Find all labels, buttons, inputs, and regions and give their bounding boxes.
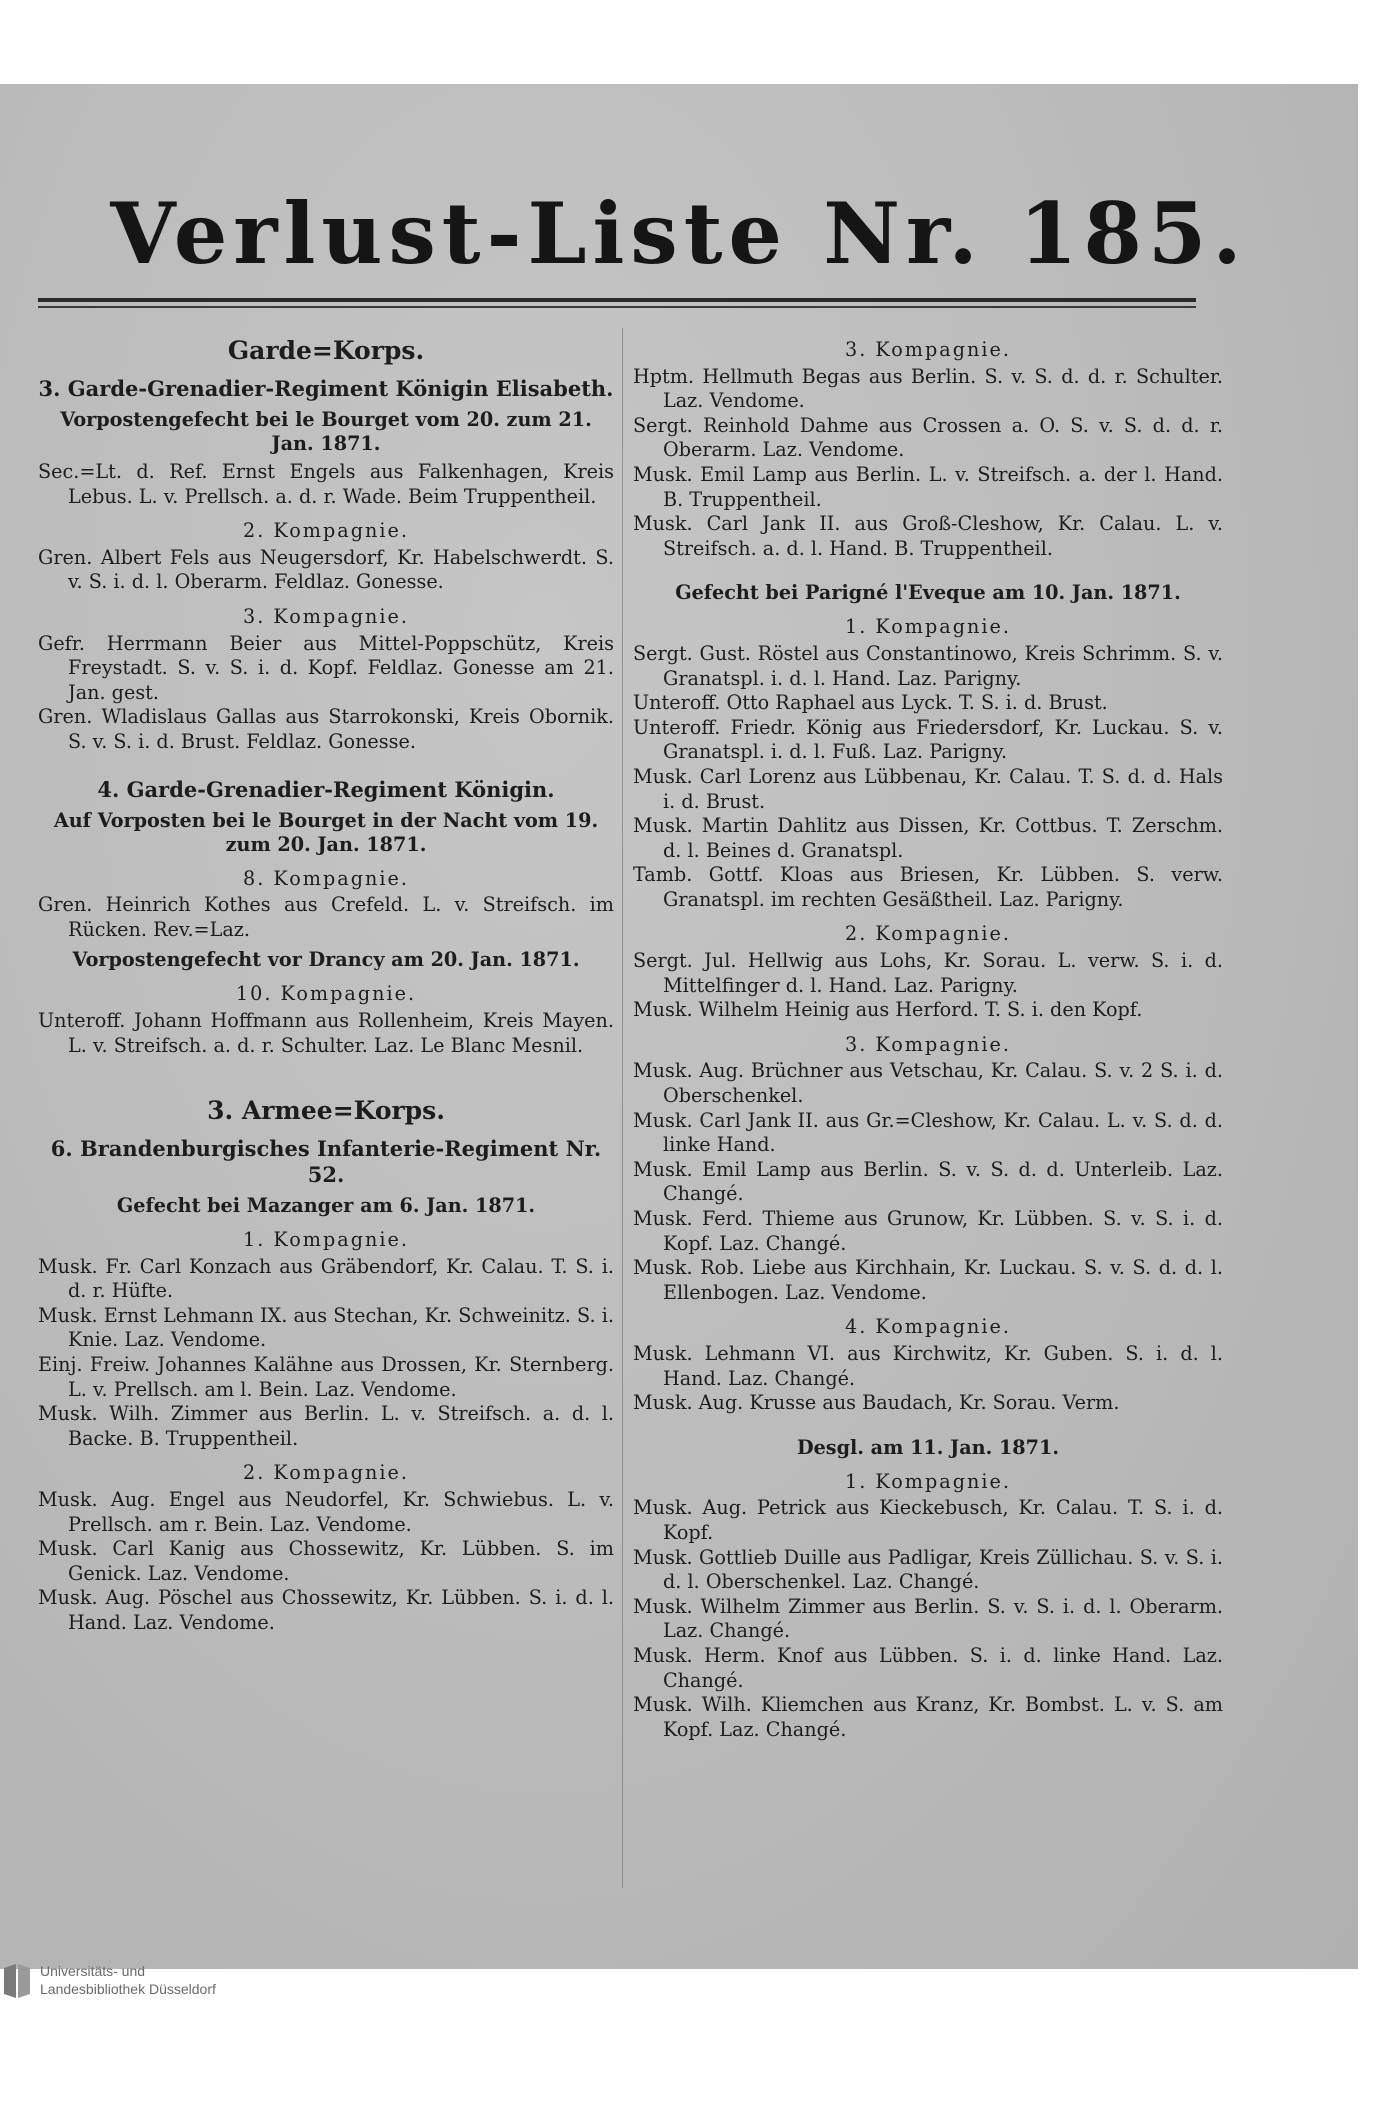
casualty-entry: Musk. Ferd. Thieme aus Grunow, Kr. Lübben. S. v. S. i. d. Kopf. Laz. Changé. [633,1207,1223,1255]
spacer [633,1416,1223,1430]
engagement-heading: Desgl. am 11. Jan. 1871. [796,1435,1060,1459]
company-heading: 2. Kompagnie. [243,519,409,543]
casualty-entry: Sergt. Gust. Röstel aus Constantinowo, Kreis Schrimm. S. v. Granatspl. i. d. l. Hand. Laz. Parigny. [633,641,1223,690]
company-heading: 2. Kompagnie. [845,922,1011,946]
section-heading: 3. Armee=Korps. [207,1096,445,1126]
casualty-entry: Musk. Martin Dahlitz aus Dissen, Kr. Cottbus. T. Zerschm. d. l. Beines d. Granatspl. [633,814,1223,862]
casualty-entry: Musk. Carl Lorenz aus Lübbenau, Kr. Calau. T. S. d. d. Hals i. d. Brust. [633,764,1223,813]
section-heading: Garde=Korps. [227,336,425,365]
casualty-entry: Musk. Gottlieb Duille aus Padligar, Kreis Züllichau. S. v. S. i. d. l. Oberschenkel. Laz. Changé. [633,1545,1223,1594]
library-logo-icon [2,1962,32,2000]
spacer [633,561,1223,575]
casualty-entry: Gefr. Herrmann Beier aus Mittel-Poppschütz, Kreis Freystadt. S. v. S. i. d. Kopf. Feldlaz. Gonesse am 21. Jan. gest. [38,631,614,704]
title-rule-thick [38,298,1196,302]
casualty-entry: Musk. Wilh. Kliemchen aus Kranz, Kr. Bombst. L. v. S. am Kopf. Laz. Changé. [633,1693,1223,1741]
library-credit-line-2: Landesbibliothek Düsseldorf [40,1981,216,1997]
engagement-heading: Vorpostengefecht bei le Bourget vom 20. zum 21. Jan. 1871. [60,408,592,455]
casualty-entry: Unteroff. Friedr. König aus Friedersdorf, Kr. Luckau. S. v. Granatspl. i. d. l. Fuß. Laz. Parigny. [633,715,1223,764]
company-heading: 2. Kompagnie. [243,1461,409,1485]
casualty-entry: Musk. Herm. Knof aus Lübben. S. i. d. linke Hand. Laz. Changé. [633,1643,1223,1692]
column-divider [622,328,623,1888]
casualty-entry: Unteroff. Otto Raphael aus Lyck. T. S. i. d. Brust. [633,691,1108,715]
casualty-entry: Hptm. Hellmuth Begas aus Berlin. S. v. S. d. d. r. Schulter. Laz. Vendome. [633,364,1223,413]
library-credit-line-1: Universitäts- und [40,1963,146,1979]
casualty-entry: Gren. Albert Fels aus Neugersdorf, Kr. Habelschwerdt. S. v. S. i. d. l. Oberarm. Feldlaz. Gonesse. [38,545,614,594]
casualty-entry: Musk. Aug. Brüchner aus Vetschau, Kr. Calau. S. v. 2 S. i. d. Oberschenkel. [633,1059,1223,1108]
casualty-entry: Musk. Emil Lamp aus Berlin. L. v. Streifsch. a. der l. Hand. B. Truppentheil. [633,462,1223,511]
casualty-entry: Musk. Aug. Engel aus Neudorfel, Kr. Schwiebus. L. v. Prellsch. am r. Bein. Laz. Vendome. [38,1488,614,1536]
casualty-entry: Sergt. Jul. Hellwig aus Lohs, Kr. Sorau. L. verw. S. i. d. Mittelfinger d. l. Hand. Laz. Parigny. [633,949,1223,997]
company-heading: 1. Kompagnie. [845,1469,1011,1493]
casualty-entry: Musk. Aug. Pöschel aus Chossewitz, Kr. Lübben. S. i. d. l. Hand. Laz. Vendome. [38,1586,614,1634]
casualty-entry: Gren. Heinrich Kothes aus Crefeld. L. v. Streifsch. im Rücken. Rev.=Laz. [38,893,614,941]
company-heading: 1. Kompagnie. [243,1228,409,1252]
casualty-entry: Musk. Aug. Petrick aus Kieckebusch, Kr. Calau. T. S. i. d. Kopf. [633,1496,1223,1544]
right-column [633,328,1223,1742]
casualty-entry: Musk. Carl Jank II. aus Gr.=Cleshow, Kr. Calau. L. v. S. d. d. linke Hand. [633,1108,1223,1157]
engagement-heading: Gefecht bei Parigné l'Eveque am 10. Jan. 1871. [675,581,1181,605]
casualty-entry: Musk. Carl Kanig aus Chossewitz, Kr. Lübben. S. im Genick. Laz. Vendome. [38,1537,614,1585]
casualty-entry: Musk. Wilhelm Heinig aus Herford. T. S. i. den Kopf. [633,998,1143,1022]
page-title: Verlust-Liste Nr. 185. [110,184,1248,283]
title-rule-thin [38,306,1196,308]
casualty-entry: Tamb. Gottf. Kloas aus Briesen, Kr. Lübben. S. verw. Granatspl. im rechten Gesäßtheil. Laz. Parigny. [633,863,1223,911]
casualty-entry: Gren. Wladislaus Gallas aus Starrokonski, Kreis Obornik. S. v. S. i. d. Brust. Feldlaz. Gonesse. [38,705,614,753]
company-heading: 3. Kompagnie. [845,338,1011,361]
engagement-heading: Vorpostengefecht vor Drancy am 20. Jan. 1871. [72,948,580,972]
casualty-entry: Musk. Carl Jank II. aus Groß-Cleshow, Kr. Calau. L. v. Streifsch. a. d. l. Hand. B. Truppentheil. [633,512,1223,560]
casualty-entry: Musk. Rob. Liebe aus Kirchhain, Kr. Luckau. S. v. S. d. d. l. Ellenbogen. Laz. Vendome. [633,1256,1223,1304]
casualty-entry: Sergt. Reinhold Dahme aus Crossen a. O. S. v. S. d. d. r. Oberarm. Laz. Vendome. [633,413,1223,462]
casualty-entry: Musk. Lehmann VI. aus Kirchwitz, Kr. Guben. S. i. d. l. Hand. Laz. Changé. [633,1341,1223,1390]
company-heading: 3. Kompagnie. [243,604,409,628]
regiment-heading: 4. Garde-Grenadier-Regiment Königin. [97,776,555,802]
casualty-entry: Unteroff. Johann Hoffmann aus Rollenheim, Kreis Mayen. L. v. Streifsch. a. d. r. Schulter. Laz. Le Blanc Mesnil. [38,1008,614,1057]
scanned-page [0,84,1358,1969]
engagement-heading: Gefecht bei Mazanger am 6. Jan. 1871. [116,1194,536,1218]
regiment-heading: 3. Garde-Grenadier-Regiment Königin Elisabeth. [38,376,614,401]
casualty-entry: Sec.=Lt. d. Ref. Ernst Engels aus Falkenhagen, Kreis Lebus. L. v. Prellsch. a. d. r. Wade. Beim Truppentheil. [38,460,614,508]
spacer [38,755,614,769]
company-heading: 1. Kompagnie. [845,615,1011,639]
left-column [38,328,614,1636]
company-heading: 8. Kompagnie. [243,866,409,890]
engagement-heading: Auf Vorposten bei le Bourget in der Nacht vom 19. zum 20. Jan. 1871. [53,808,599,856]
spacer [38,1058,614,1088]
casualty-entry: Einj. Freiw. Johannes Kalähne aus Drossen, Kr. Sternberg. L. v. Prellsch. am l. Bein. Laz. Vendome. [38,1353,614,1401]
casualty-entry: Musk. Fr. Carl Konzach aus Gräbendorf, Kr. Calau. T. S. i. d. r. Hüfte. [38,1254,614,1303]
casualty-entry: Musk. Wilhelm Zimmer aus Berlin. S. v. S. i. d. l. Oberarm. Laz. Changé. [633,1594,1223,1643]
casualty-entry: Musk. Emil Lamp aus Berlin. S. v. S. d. d. Unterleib. Laz. Changé. [633,1157,1223,1206]
company-heading: 4. Kompagnie. [845,1315,1011,1339]
casualty-entry: Musk. Wilh. Zimmer aus Berlin. L. v. Streifsch. a. d. l. Backe. B. Truppentheil. [38,1402,614,1450]
casualty-entry: Musk. Ernst Lehmann IX. aus Stechan, Kr. Schweinitz. S. i. Knie. Laz. Vendome. [38,1303,614,1352]
regiment-heading: 6. Brandenburgisches Infanterie-Regiment Nr. 52. [50,1136,602,1188]
company-heading: 10. Kompagnie. [235,982,417,1006]
library-credit [40,1962,216,1998]
company-heading: 3. Kompagnie. [845,1032,1011,1056]
casualty-entry: Musk. Aug. Krusse aus Baudach, Kr. Sorau. Verm. [633,1391,1120,1415]
